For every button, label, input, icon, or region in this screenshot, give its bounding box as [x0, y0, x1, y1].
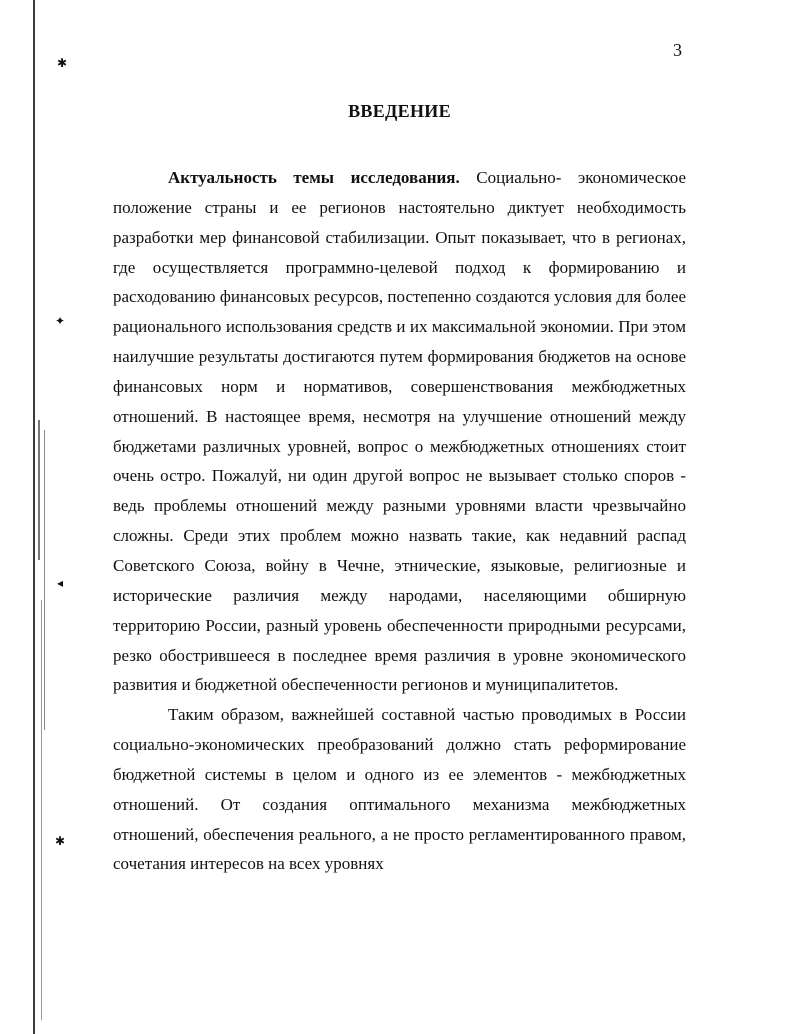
paragraph-text: Таким образом, важнейшей составной частью проводимых в России социально-экономических преобразований должно стать реформирование бюджетной системы в целом и одного из ее элементов - межбюджетных отношений. От создания оптимального механизма межбюджетных отношений, обеспечения реального, а не просто регламентированного правом, сочетания интересов на всех уровнях [113, 705, 686, 874]
page-number: 3 [673, 40, 682, 60]
binding-hole-mark: ◂ [57, 576, 64, 590]
page-heading: ВВЕДЕНИЕ [348, 101, 451, 121]
paragraph-text: Социально- экономическое положение страны и ее регионов настоятельно диктует необходимость разработки мер финансовой стабилизации. Опыт показывает, что в регионах, где осуществляется программно-целевой подход к формированию и расходованию финансовых ресурсов, постепенно создаются условия для более рационального использования средств и их максимальной экономии. При этом наилучшие результаты достигаются путем формирования бюджетов на основе финансовых норм и нормативов, совершенствования межбюджетных отношений. В настоящее время, несмотря на улучшение отношений между бюджетами различных уровней, вопрос о межбюджетных отношениях стоит очень остро. Пожалуй, ни один другой вопрос не вызывает столько споров - ведь проблемы отношений между разными уровнями власти чрезвычайно сложны. Среди этих проблем можно назвать такие, как недавний распад Советского Союза, войну в Чечне, этнические, языковые, религиозные и исторические различия между народами, населяющими обширную территорию России, разный уровень обеспеченности природными ресурсами, резко обострившееся в последнее время различия в уровне экономического развития и бюджетной обеспеченности регионов и муниципалитетов. [113, 168, 687, 695]
paragraph-2 [113, 700, 686, 879]
binding-edge-line [33, 0, 35, 1034]
binding-edge-line [41, 600, 42, 1020]
binding-hole-mark: ✱ [55, 834, 66, 848]
binding-edge-line [38, 420, 40, 560]
paragraph-lead: Актуальность темы исследования. [168, 168, 460, 187]
binding-hole-mark: ✱ [57, 56, 68, 70]
binding-hole-mark: ✦ [55, 314, 66, 328]
paragraph-1 [113, 163, 686, 700]
document-body [113, 163, 686, 879]
binding-edge-line [44, 430, 45, 730]
